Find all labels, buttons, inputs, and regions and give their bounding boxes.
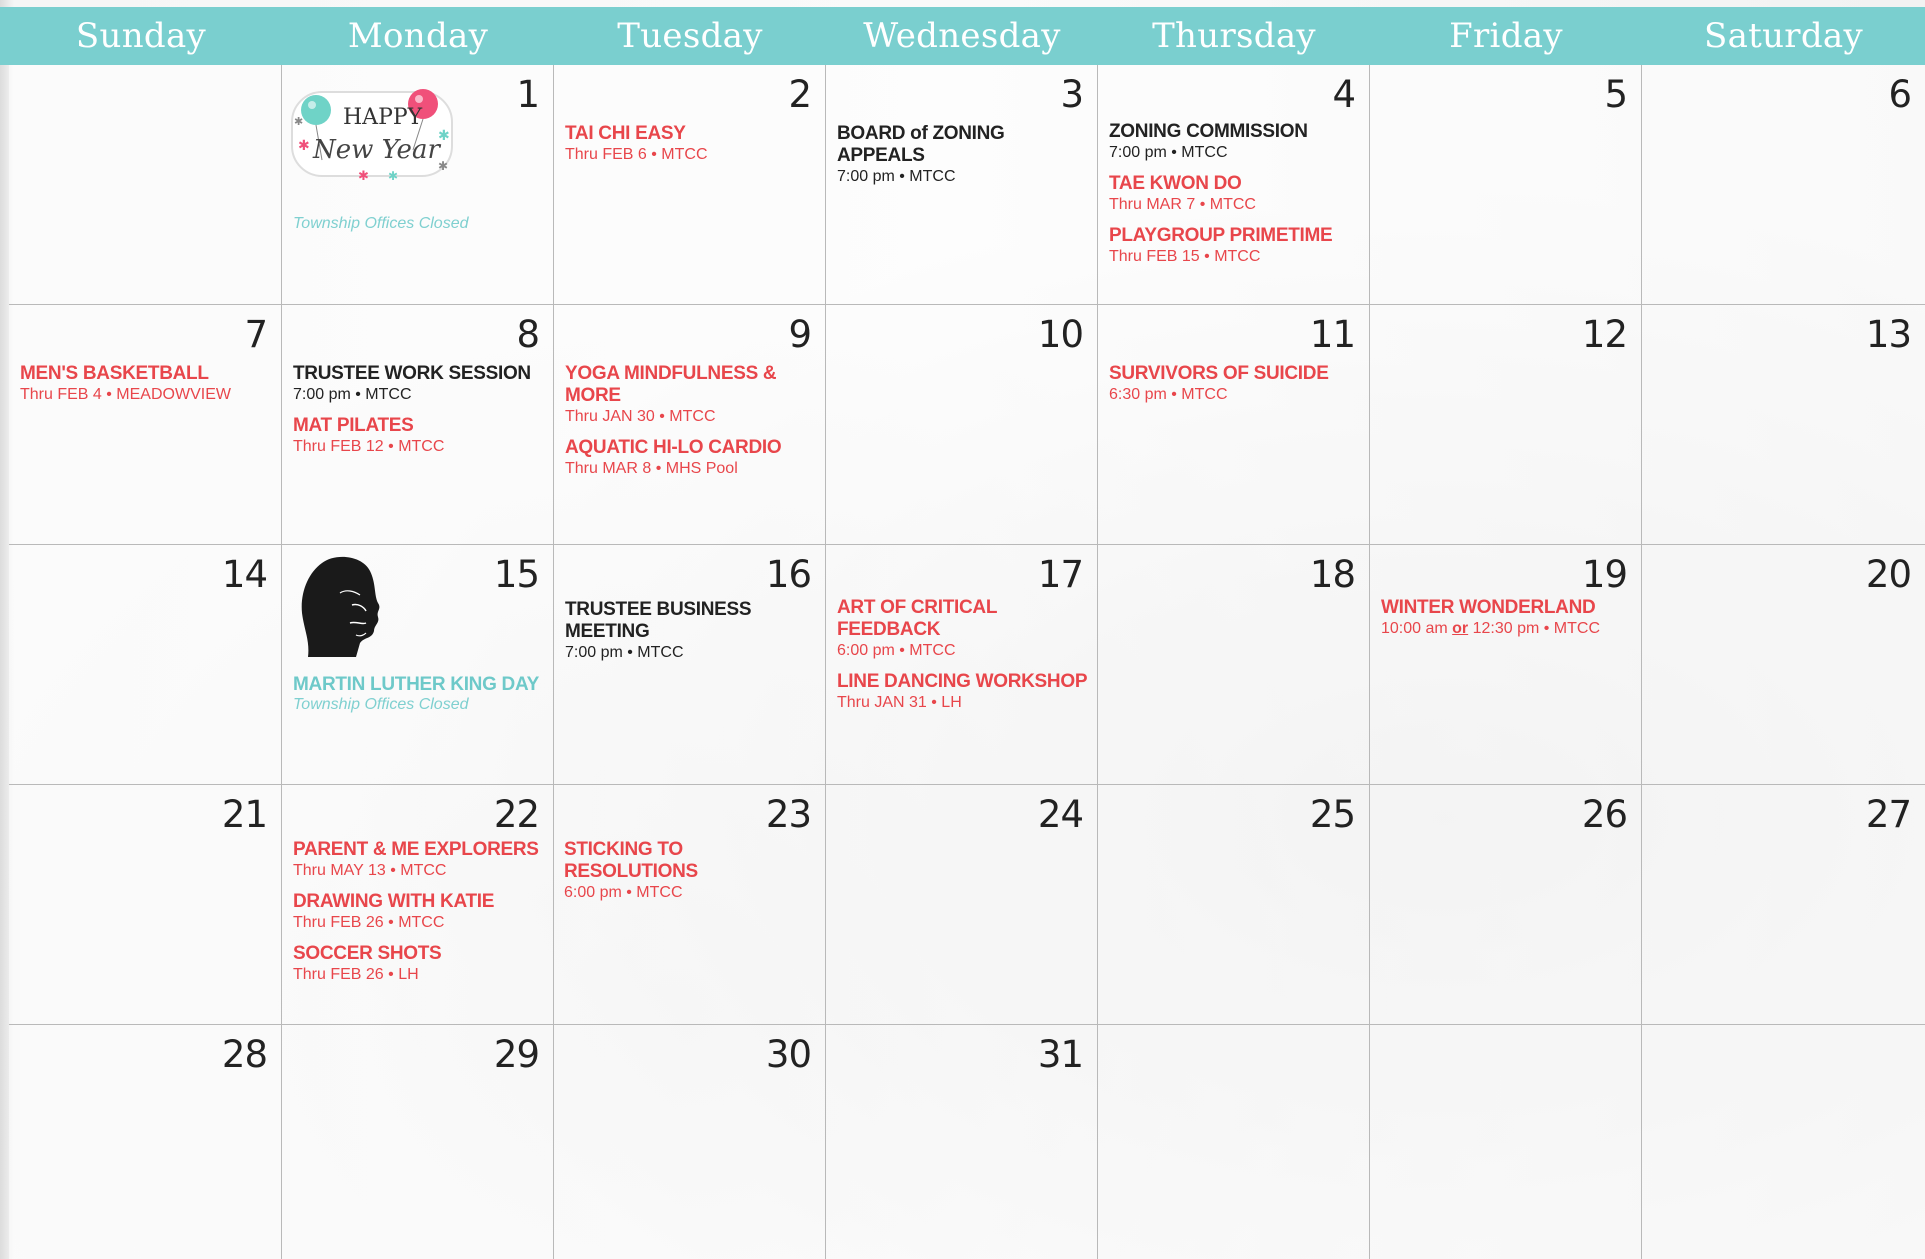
- day-cell-empty: [1098, 1025, 1370, 1259]
- day-cell-empty: [1642, 1025, 1925, 1259]
- calendar-grid: [9, 65, 1925, 1259]
- event-detail: 10:00 am or 12:30 pm • MTCC: [1381, 620, 1601, 637]
- day-number: 24: [1037, 793, 1083, 836]
- day-cell-23[interactable]: [554, 785, 826, 1025]
- event-item[interactable]: [1109, 363, 1365, 405]
- event-title: DRAWING WITH KATIE: [293, 891, 495, 912]
- event-item[interactable]: [1109, 173, 1365, 215]
- day-cell-31[interactable]: [826, 1025, 1098, 1259]
- svg-text:✱: ✱: [298, 137, 310, 153]
- day-cell-10[interactable]: [826, 305, 1098, 545]
- day-number: 10: [1037, 313, 1083, 356]
- event-item[interactable]: [564, 839, 821, 903]
- event-detail: 7:00 pm • MTCC: [1109, 144, 1228, 161]
- day-cell-14[interactable]: [9, 545, 282, 785]
- day-number: 17: [1037, 553, 1083, 596]
- weekday-saturday: Saturday: [1703, 16, 1864, 56]
- event-detail: 7:00 pm • MTCC: [565, 644, 684, 661]
- event-detail: 7:00 pm • MTCC: [837, 168, 956, 185]
- day-cell-9[interactable]: [554, 305, 826, 545]
- holiday-title: MARTIN LUTHER KING DAY: [293, 674, 540, 695]
- day-cell-8[interactable]: [282, 305, 554, 545]
- event-detail: Thru MAR 7 • MTCC: [1109, 196, 1256, 213]
- event-detail: Thru FEB 12 • MTCC: [293, 438, 445, 455]
- day-cell-28[interactable]: [9, 1025, 282, 1259]
- offices-closed-note: Township Offices Closed: [293, 696, 469, 713]
- event-title: PARENT & ME EXPLORERS: [293, 839, 539, 860]
- event-item[interactable]: [1109, 225, 1365, 267]
- event-detail: 6:00 pm • MTCC: [564, 884, 683, 901]
- day-number: 28: [221, 1033, 267, 1076]
- day-number: 12: [1581, 313, 1627, 356]
- day-cell-22[interactable]: [282, 785, 554, 1025]
- event-title: LINE DANCING WORKSHOP: [837, 671, 1088, 692]
- event-detail: Thru FEB 26 • LH: [293, 966, 419, 983]
- day-number: 2: [788, 73, 811, 116]
- day-number: 1: [516, 73, 539, 116]
- happy-new-year-icon: [288, 80, 464, 188]
- day-cell-empty: [1370, 1025, 1642, 1259]
- day-cell-25[interactable]: [1098, 785, 1370, 1025]
- day-number: 19: [1581, 553, 1627, 596]
- event-item[interactable]: [837, 123, 1093, 187]
- day-number: 5: [1604, 73, 1627, 116]
- day-cell-empty: [9, 65, 282, 305]
- event-title: PLAYGROUP PRIMETIME: [1109, 225, 1333, 246]
- event-detail: Thru MAR 8 • MHS Pool: [565, 460, 738, 477]
- day-cell-3[interactable]: [826, 65, 1098, 305]
- event-title: MEN'S BASKETBALL: [20, 363, 209, 384]
- event-detail: 7:00 pm • MTCC: [293, 386, 412, 403]
- day-cell-17[interactable]: [826, 545, 1098, 785]
- day-number: 16: [765, 553, 811, 596]
- offices-closed-note: Township Offices Closed: [293, 215, 469, 232]
- event-title: AQUATIC HI-LO CARDIO: [565, 437, 782, 458]
- event-item[interactable]: [293, 415, 549, 457]
- svg-text:✱: ✱: [294, 116, 304, 128]
- event-title: ZONING COMMISSION: [1109, 121, 1308, 142]
- day-cell-12[interactable]: [1370, 305, 1642, 545]
- event-title: BOARD of ZONING APPEALS: [837, 123, 1005, 166]
- event-detail: Thru FEB 4 • MEADOWVIEW: [20, 386, 231, 403]
- svg-text:New Year: New Year: [313, 135, 440, 165]
- day-cell-19[interactable]: [1370, 545, 1642, 785]
- event-title: MAT PILATES: [293, 415, 414, 436]
- day-number: 31: [1037, 1033, 1083, 1076]
- day-number: 23: [765, 793, 811, 836]
- day-cell-27[interactable]: [1642, 785, 1925, 1025]
- event-title: ART OF CRITICAL FEEDBACK: [837, 597, 997, 640]
- event-detail: Thru FEB 15 • MTCC: [1109, 248, 1261, 265]
- day-number: 11: [1309, 313, 1355, 356]
- day-cell-7[interactable]: [9, 305, 282, 545]
- martin-luther-king-portrait-icon: [300, 553, 384, 665]
- event-item[interactable]: [293, 839, 549, 881]
- day-cell-4[interactable]: [1098, 65, 1370, 305]
- day-cell-6[interactable]: [1642, 65, 1925, 305]
- day-number: 3: [1060, 73, 1083, 116]
- event-item[interactable]: [565, 363, 821, 427]
- event-item[interactable]: [293, 943, 549, 985]
- event-detail: 6:30 pm • MTCC: [1109, 386, 1228, 403]
- event-item[interactable]: [565, 123, 821, 165]
- event-detail: Thru FEB 26 • MTCC: [293, 914, 445, 931]
- event-item[interactable]: [837, 671, 1093, 713]
- weekday-tuesday: Tuesday: [617, 16, 763, 56]
- day-cell-13[interactable]: [1642, 305, 1925, 545]
- day-number: 8: [516, 313, 539, 356]
- day-number: 20: [1865, 553, 1911, 596]
- day-cell-5[interactable]: [1370, 65, 1642, 305]
- event-title: TAE KWON DO: [1109, 173, 1242, 194]
- day-cell-1[interactable]: [282, 65, 554, 305]
- svg-text:✱: ✱: [388, 169, 399, 183]
- day-number: 7: [244, 313, 267, 356]
- event-title: SURVIVORS OF SUICIDE: [1109, 363, 1329, 384]
- day-cell-30[interactable]: [554, 1025, 826, 1259]
- day-cell-21[interactable]: [9, 785, 282, 1025]
- event-title: STICKING TO RESOLUTIONS: [564, 839, 698, 882]
- event-title: WINTER WONDERLAND: [1381, 597, 1596, 618]
- event-item[interactable]: [20, 363, 277, 405]
- weekday-sunday: Sunday: [75, 16, 207, 56]
- event-item[interactable]: [837, 597, 1093, 661]
- day-cell-16[interactable]: [554, 545, 826, 785]
- svg-text:✱: ✱: [358, 168, 369, 183]
- weekday-friday: Friday: [1449, 16, 1563, 56]
- event-detail: Thru MAY 13 • MTCC: [293, 862, 447, 879]
- event-title: TAI CHI EASY: [565, 123, 686, 144]
- day-number: 13: [1865, 313, 1911, 356]
- weekday-wednesday: Wednesday: [863, 16, 1061, 56]
- day-number: 4: [1332, 73, 1355, 116]
- day-number: 6: [1888, 73, 1911, 116]
- day-cell-18[interactable]: [1098, 545, 1370, 785]
- event-detail: Thru FEB 6 • MTCC: [565, 146, 708, 163]
- day-number: 21: [221, 793, 267, 836]
- day-number: 18: [1309, 553, 1355, 596]
- event-item[interactable]: [293, 891, 549, 933]
- day-cell-20[interactable]: [1642, 545, 1925, 785]
- day-cell-29[interactable]: [282, 1025, 554, 1259]
- day-cell-26[interactable]: [1370, 785, 1642, 1025]
- event-detail: Thru JAN 31 • LH: [837, 694, 962, 711]
- day-number: 29: [493, 1033, 539, 1076]
- day-number: 26: [1581, 793, 1627, 836]
- day-number: 27: [1865, 793, 1911, 836]
- holiday-note: [293, 674, 539, 714]
- day-cell-2[interactable]: [554, 65, 826, 305]
- event-title: SOCCER SHOTS: [293, 943, 442, 964]
- day-number: 14: [221, 553, 267, 596]
- day-number: 15: [493, 553, 539, 596]
- day-number: 9: [788, 313, 811, 356]
- day-number: 25: [1309, 793, 1355, 836]
- event-item[interactable]: [565, 437, 821, 479]
- event-item[interactable]: [565, 599, 821, 663]
- event-item[interactable]: [1381, 597, 1637, 639]
- weekday-monday: Monday: [347, 16, 489, 56]
- weekday-thursday: Thursday: [1152, 16, 1316, 56]
- day-number: 22: [493, 793, 539, 836]
- day-cell-24[interactable]: [826, 785, 1098, 1025]
- event-detail: Thru JAN 30 • MTCC: [565, 408, 716, 425]
- day-cell-15[interactable]: [282, 545, 554, 785]
- event-title: YOGA MINDFULNESS & MORE: [565, 363, 777, 406]
- svg-text:HAPPY: HAPPY: [343, 105, 423, 130]
- event-item[interactable]: [293, 363, 549, 405]
- svg-text:✱: ✱: [438, 159, 449, 173]
- event-item[interactable]: [1109, 121, 1365, 163]
- day-cell-11[interactable]: [1098, 305, 1370, 545]
- event-title: TRUSTEE BUSINESS MEETING: [565, 599, 752, 642]
- event-title: TRUSTEE WORK SESSION: [293, 363, 531, 384]
- svg-text:✱: ✱: [438, 127, 450, 143]
- event-detail: 6:00 pm • MTCC: [837, 642, 956, 659]
- weekday-header: [0, 7, 1925, 65]
- day-number: 30: [765, 1033, 811, 1076]
